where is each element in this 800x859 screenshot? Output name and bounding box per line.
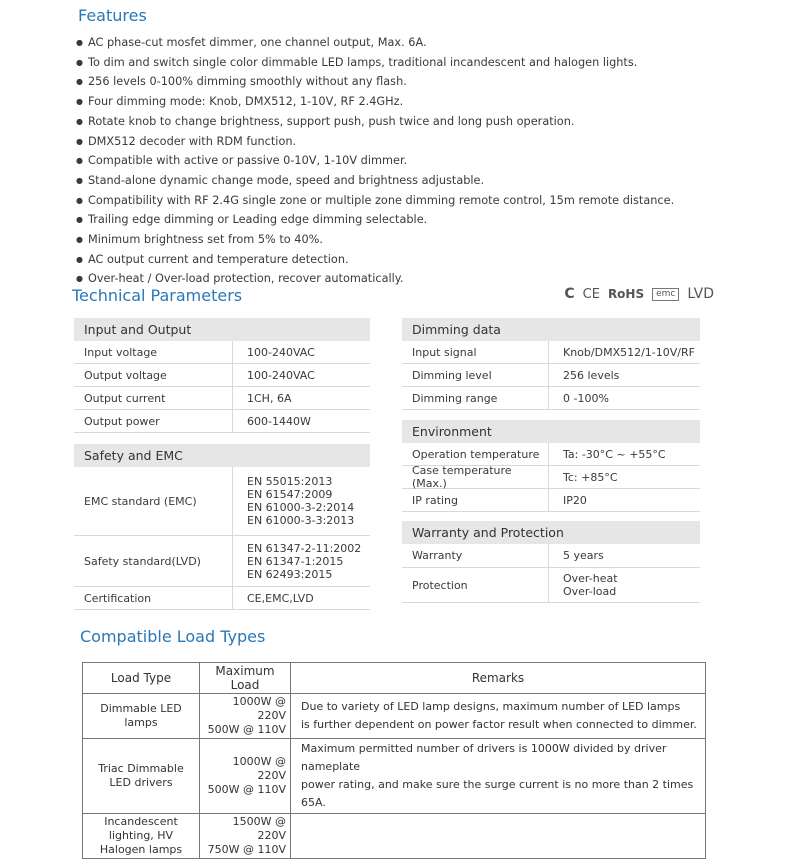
dimming-data-table	[402, 318, 700, 410]
feature-item: ● 256 levels 0-100% dimming smoothly without any flash.	[76, 73, 674, 93]
remark-line: Due to variety of LED lamp designs, maximum number of LED lamps	[301, 700, 681, 713]
dimming-data-header: Dimming data	[402, 318, 700, 341]
feature-item: ● Compatibility with RF 2.4G single zone or multiple zone dimming remote control, 15m remote distance.	[76, 192, 674, 212]
param-value: 100-240VAC	[247, 345, 315, 359]
warranty-protection-header: Warranty and Protection	[402, 521, 700, 544]
remark-line: Maximum permitted number of drivers is 1000W divided by driver nameplate	[301, 742, 667, 773]
warranty-protection-table	[402, 521, 700, 603]
max-load-cell: 1000W @ 220V 500W @ 110V	[200, 739, 291, 814]
max-load-cell: 1000W @ 220V 500W @ 110V	[200, 694, 291, 739]
param-value: 256 levels	[563, 368, 620, 382]
feature-item: ● Minimum brightness set from 5% to 40%.	[76, 231, 674, 251]
rohs-mark-icon: RoHS	[607, 287, 645, 301]
param-value: Ta: -30°C ~ +55°C	[563, 447, 666, 461]
remark-line: is further dependent on power factor result when connected to dimmer.	[301, 718, 697, 731]
safety-emc-table	[74, 444, 370, 610]
param-label: Output current	[74, 387, 233, 409]
feature-item: ● AC output current and temperature detection.	[76, 251, 674, 271]
param-value: 5 years	[563, 549, 604, 562]
input-output-header: Input and Output	[74, 318, 370, 341]
feature-item: ● AC phase-cut mosfet dimmer, one channel output, Max. 6A.	[76, 34, 674, 54]
param-label: Dimming level	[402, 364, 549, 386]
param-label: Output voltage	[74, 364, 233, 386]
features-title: Features	[78, 6, 147, 25]
table-row	[83, 814, 706, 859]
c-mark-icon: C	[564, 286, 575, 302]
ce-mark-icon: CE	[582, 286, 600, 302]
param-value: 100-240VAC	[247, 368, 315, 382]
max-load-cell: 1500W @ 220V 750W @ 110V	[200, 814, 291, 859]
feature-item: ● Over-heat / Over-load protection, recover automatically.	[76, 270, 674, 290]
param-label: Case temperature (Max.)	[402, 466, 549, 488]
load-types-table	[82, 662, 706, 859]
param-value: CE,EMC,LVD	[247, 591, 314, 605]
column-header: Maximum Load	[200, 663, 291, 694]
param-value: Tc: +85°C	[563, 470, 618, 484]
feature-item: ● To dim and switch single color dimmable LED lamps, traditional incandescent and halogen lights.	[76, 54, 674, 74]
feature-item: ● Compatible with active or passive 0-10V, 1-10V dimmer.	[76, 152, 674, 172]
param-label: EMC standard (EMC)	[74, 467, 233, 535]
param-value: EN 55015:2013 EN 61547:2009 EN 61000-3-2:2014 EN 61000-3-3:2013	[247, 475, 355, 527]
feature-item: ● Four dimming mode: Knob, DMX512, 1-10V, RF 2.4GHz.	[76, 93, 674, 113]
param-value: Over-heat Over-load	[563, 572, 618, 598]
param-value: 600-1440W	[247, 414, 311, 428]
technical-parameters-title: Technical Parameters	[72, 286, 243, 305]
feature-item: ● Rotate knob to change brightness, support push, push twice and long push operation.	[76, 113, 674, 133]
feature-item: ● Trailing edge dimming or Leading edge dimming selectable.	[76, 211, 674, 231]
load-type-cell: Dimmable LED lamps	[83, 694, 200, 739]
param-label: Certification	[74, 587, 233, 609]
load-type-cell: Incandescent lighting, HV Halogen lamps	[83, 814, 200, 859]
param-value: Knob/DMX512/1-10V/RF	[563, 345, 695, 359]
remarks-cell	[291, 739, 706, 814]
emc-mark-icon: emc	[652, 288, 679, 301]
param-label: Warranty	[402, 544, 549, 567]
column-header: Load Type	[83, 663, 200, 694]
table-row	[83, 694, 706, 739]
param-label: Safety standard(LVD)	[74, 536, 233, 586]
param-label: Dimming range	[402, 387, 549, 409]
param-label: Input signal	[402, 341, 549, 363]
safety-emc-header: Safety and EMC	[74, 444, 370, 467]
environment-header: Environment	[402, 420, 700, 443]
table-row	[83, 739, 706, 814]
load-types-title: Compatible Load Types	[80, 627, 266, 646]
remark-line: power rating, and make sure the surge current is no more than 2 times 65A.	[301, 778, 694, 809]
environment-table	[402, 420, 700, 512]
param-label: IP rating	[402, 489, 549, 511]
feature-item: ● Stand-alone dynamic change mode, speed and brightness adjustable.	[76, 172, 674, 192]
param-value: IP20	[563, 493, 587, 507]
remarks-cell	[291, 814, 706, 859]
param-value: 0 -100%	[563, 391, 609, 405]
input-output-table	[74, 318, 370, 433]
features-list	[76, 34, 674, 290]
param-label: Output power	[74, 410, 233, 432]
param-value: 1CH, 6A	[247, 391, 292, 405]
param-label: Operation temperature	[402, 443, 549, 465]
remarks-cell	[291, 694, 706, 739]
param-label: Input voltage	[74, 341, 233, 363]
lvd-mark-icon: LVD	[687, 286, 714, 302]
param-value: EN 61347-2-11:2002 EN 61347-1:2015 EN 62493:2015	[247, 541, 362, 581]
certification-logos	[564, 286, 714, 302]
feature-item: ● DMX512 decoder with RDM function.	[76, 133, 674, 153]
load-type-cell: Triac Dimmable LED drivers	[83, 739, 200, 814]
param-label: Protection	[402, 568, 549, 602]
column-header: Remarks	[291, 663, 706, 694]
